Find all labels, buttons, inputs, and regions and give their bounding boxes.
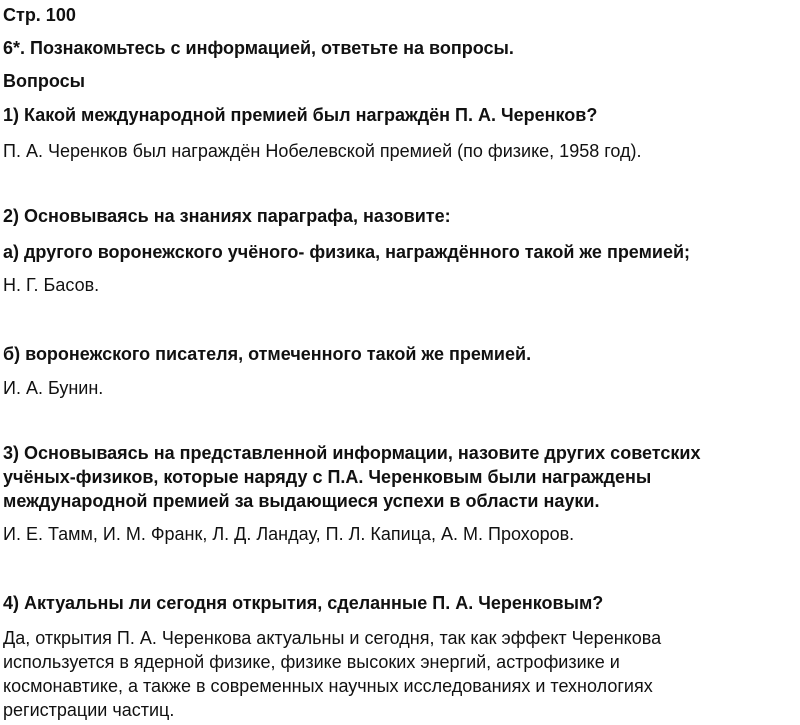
question-4: 4) Актуальны ли сегодня открытия, сделанные П. А. Черенковым?: [3, 593, 604, 613]
answer-4-line: используется в ядерной физике, физике высоких энергий, астрофизике и: [3, 652, 620, 672]
question-2a: а) другого воронежского учёного- физика, награждённого такой же премией;: [3, 242, 691, 262]
answer-4-line: космонавтике, а также в современных научных исследованиях и технологиях: [3, 676, 653, 696]
answer-2b: И. А. Бунин.: [3, 378, 104, 398]
question-2: 2) Основываясь на знаниях параграфа, назовите:: [3, 206, 451, 226]
question-3-line: 3) Основываясь на представленной информации, назовите других советских: [3, 443, 701, 463]
answer-4: [3, 626, 793, 722]
question-3-line: учёных-физиков, которые наряду с П.А. Черенковым были награждены: [3, 467, 652, 487]
task-title: 6*. Познакомьтесь с информацией, ответьте на вопросы.: [3, 38, 514, 58]
answer-1: П. А. Черенков был награждён Нобелевской премией (по физике, 1958 год).: [3, 141, 642, 161]
question-3: [3, 441, 793, 513]
answer-4-line: регистрации частиц.: [3, 700, 175, 720]
question-3-line: международной премией за выдающиеся успехи в области науки.: [3, 491, 600, 511]
question-2b: б) воронежского писателя, отмеченного такой же премией.: [3, 344, 532, 364]
answer-2a: Н. Г. Басов.: [3, 275, 100, 295]
page-label: Стр. 100: [3, 5, 76, 25]
answer-4-line: Да, открытия П. А. Черенкова актуальны и сегодня, так как эффект Черенкова: [3, 628, 662, 648]
question-1: 1) Какой международной премией был награждён П. А. Черенков?: [3, 105, 598, 125]
answer-3: И. Е. Тамм, И. М. Франк, Л. Д. Ландау, П. Л. Капица, А. М. Прохоров.: [3, 524, 575, 544]
questions-heading: Вопросы: [3, 71, 86, 91]
